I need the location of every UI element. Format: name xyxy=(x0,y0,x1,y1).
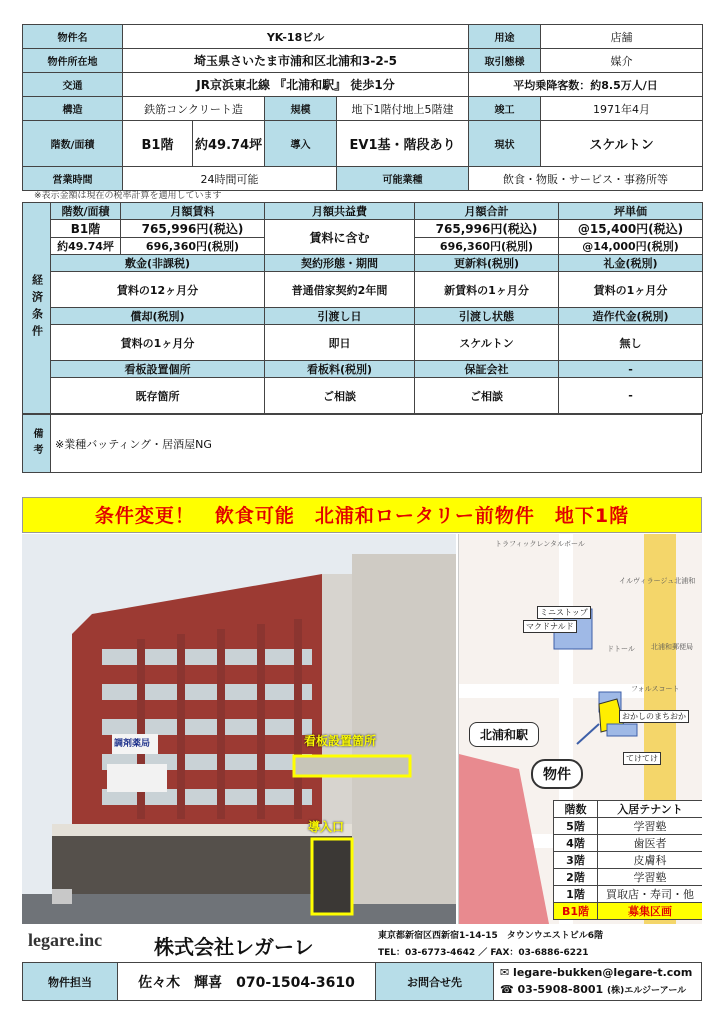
label-built: 竣工 xyxy=(469,97,541,121)
tenant-floor: 1階 xyxy=(554,886,598,903)
label-floor-area: 階数/面積 xyxy=(23,121,123,167)
tenant-floor: 5階 xyxy=(554,818,598,835)
terms-header: 敷金(非課税) xyxy=(51,255,265,272)
renewal-value: 新賃料の1ヶ月分 xyxy=(415,272,559,308)
tenant-floor: 3階 xyxy=(554,852,598,869)
rent-tax-ex: 696,360円(税別) xyxy=(121,238,265,255)
shop-sign-text: 調剤薬局 xyxy=(114,739,151,749)
tenant-name: 皮膚科 xyxy=(598,852,703,869)
terms-header: 坪単価 xyxy=(559,203,703,220)
terms-header: 更新料(税別) xyxy=(415,255,559,272)
terms-area: 約49.74坪 xyxy=(51,238,121,255)
map-street-label: トラフィックレンタルボール xyxy=(495,540,585,548)
terms-table xyxy=(22,202,703,414)
phone-text: 03-5908-8001 xyxy=(517,982,604,996)
label-intro: 導入 xyxy=(265,121,337,167)
phone-note: (株)エルジーアール xyxy=(607,985,687,996)
tax-note: ※表示金額は現在の税率計算を適用しています xyxy=(34,191,222,201)
terms-header: 月額賃料 xyxy=(121,203,265,220)
sign-location-value: 既存箇所 xyxy=(51,378,265,414)
contact-table xyxy=(22,962,702,1001)
terms-header: 契約形態・期間 xyxy=(265,255,415,272)
map-street-label: イルヴィラージュ北浦和 xyxy=(619,577,696,585)
tenant-name: 買取店・寿司・他 xyxy=(598,886,703,903)
company-name: 株式会社レガーレ xyxy=(154,935,314,959)
amortization-value: 賃料の1ヶ月分 xyxy=(51,325,265,361)
address-value: 埼玉県さいたま市浦和区北浦和3-2-5 xyxy=(123,49,469,73)
terms-header: 引渡し状態 xyxy=(415,308,559,325)
terms-header: - xyxy=(559,361,703,378)
okashi-label: おかしのまちおか xyxy=(619,710,689,723)
ministop-label: ミニストップ xyxy=(537,606,591,619)
terms-header: 礼金(税別) xyxy=(559,255,703,272)
key-money-value: 賃料の1ヶ月分 xyxy=(559,272,703,308)
tenant-name: 学習塾 xyxy=(598,869,703,886)
tekuteku-label: てけてけ xyxy=(623,752,661,765)
tsubo-tax-in: @15,400円(税込) xyxy=(559,220,703,238)
handover-date-value: 即日 xyxy=(265,325,415,361)
rent-tax-in: 765,996円(税込) xyxy=(121,220,265,238)
structure-value: 鉄筋コンクリート造 xyxy=(123,97,265,121)
terms-header: 月額合計 xyxy=(415,203,559,220)
guarantor-value: ご相談 xyxy=(415,378,559,414)
blank-value: - xyxy=(559,378,703,414)
company-logo: legare.inc xyxy=(28,930,103,950)
building-photo xyxy=(22,534,456,924)
building-illustration xyxy=(22,534,456,924)
intro-value: EV1基・階段あり xyxy=(337,121,469,167)
built-value: 1971年4月 xyxy=(541,97,703,121)
tenant-recruit: 募集区画 xyxy=(598,903,703,920)
floor-value: B1階 xyxy=(123,121,193,167)
terms-header: 月額共益費 xyxy=(265,203,415,220)
terms-header: 償却(税別) xyxy=(51,308,265,325)
hours-value: 24時間可能 xyxy=(123,167,337,191)
tenant-name: 歯医者 xyxy=(598,835,703,852)
inquiry-label: お問合せ先 xyxy=(376,963,494,1001)
contract-value: 普通借家契約2年間 xyxy=(265,272,415,308)
tenant-floor: 4階 xyxy=(554,835,598,852)
deposit-value: 賃料の12ヶ月分 xyxy=(51,272,265,308)
contact-email[interactable] xyxy=(500,964,699,981)
tenant-floor-recruit: B1階 xyxy=(554,903,598,920)
total-tax-ex: 696,360円(税別) xyxy=(415,238,559,255)
terms-header: 階数/面積 xyxy=(51,203,121,220)
handover-state-value: スケルトン xyxy=(415,325,559,361)
business-value: 飲食・物販・サービス・事務所等 xyxy=(469,167,703,191)
fixtures-value: 無し xyxy=(559,325,703,361)
label-hours: 営業時間 xyxy=(23,167,123,191)
passenger-count: 平均乗降客数：約8.5万人/日 xyxy=(469,73,703,97)
terms-header: 看板料(税別) xyxy=(265,361,415,378)
tenant-header: 階数 xyxy=(554,801,598,818)
property-info-table xyxy=(22,24,703,191)
tenant-floor: 2階 xyxy=(554,869,598,886)
total-tax-in: 765,996円(税込) xyxy=(415,220,559,238)
label-business: 可能業種 xyxy=(337,167,469,191)
common-fee: 賃料に含む xyxy=(265,220,415,255)
sign-fee-value: ご相談 xyxy=(265,378,415,414)
access-value: JR京浜東北線 『北浦和駅』 徒歩1分 xyxy=(123,73,469,97)
terms-side-label: 経済条件 xyxy=(23,203,51,414)
tenant-header: 入居テナント xyxy=(598,801,703,818)
terms-header: 保証会社 xyxy=(415,361,559,378)
staff-label: 物件担当 xyxy=(23,963,118,1001)
terms-header: 看板設置個所 xyxy=(51,361,265,378)
station-label: 北浦和駅 xyxy=(469,722,539,747)
label-access: 交通 xyxy=(23,73,123,97)
mcdonalds-label: マクドナルド xyxy=(523,620,577,633)
remarks-text: ※業種バッティング・居酒屋NG xyxy=(51,415,702,473)
label-address: 物件所在地 xyxy=(23,49,123,73)
entrance-label: 導入口 xyxy=(308,820,345,834)
email-text: legare-bukken@legare-t.com xyxy=(513,965,693,979)
property-name: YK-18ビル xyxy=(123,25,469,49)
area-value: 約49.74坪 xyxy=(193,121,265,167)
label-scale: 規模 xyxy=(265,97,337,121)
staff-contact: 佐々木 輝喜 070-1504-3610 xyxy=(118,963,376,1001)
headline-banner: 条件変更！ 飲食可能 北浦和ロータリー前物件 地下1階 xyxy=(22,497,702,533)
property-sheet xyxy=(22,24,702,473)
map-street-label: フォルスコート xyxy=(631,685,680,693)
use-value: 店舗 xyxy=(541,25,703,49)
tenant-name: 学習塾 xyxy=(598,818,703,835)
tenant-table xyxy=(553,800,702,920)
company-band xyxy=(22,926,702,962)
deal-value: 媒介 xyxy=(541,49,703,73)
label-name: 物件名 xyxy=(23,25,123,49)
label-deal: 取引態様 xyxy=(469,49,541,73)
terms-floor: B1階 xyxy=(51,220,121,238)
contact-phone[interactable] xyxy=(500,981,699,1000)
scale-value: 地下1階付地上5階建 xyxy=(337,97,469,121)
map-street-label: ドトール xyxy=(607,645,635,653)
remarks-label: 備考 xyxy=(23,415,51,473)
label-status: 現状 xyxy=(469,121,541,167)
status-value: スケルトン xyxy=(541,121,703,167)
map-street-label: 北浦和郵便局 xyxy=(651,643,693,651)
tsubo-tax-ex: @14,000円(税別) xyxy=(559,238,703,255)
property-marker-label: 物件 xyxy=(531,759,583,789)
label-use: 用途 xyxy=(469,25,541,49)
phone-icon: ☎ xyxy=(500,982,518,996)
sign-location-label: 看板設置箇所 xyxy=(304,734,377,748)
remarks-table xyxy=(22,414,702,473)
area-map xyxy=(458,534,702,924)
terms-header: 引渡し日 xyxy=(265,308,415,325)
label-structure: 構造 xyxy=(23,97,123,121)
company-tel: TEL：03-6773-4642 ／ FAX：03-6886-6221 xyxy=(378,948,589,958)
mail-icon: ✉ xyxy=(500,965,514,979)
terms-header: 造作代金(税別) xyxy=(559,308,703,325)
company-address: 東京都新宿区西新宿1-14-15 タウンウエストビル6階 xyxy=(378,931,604,941)
